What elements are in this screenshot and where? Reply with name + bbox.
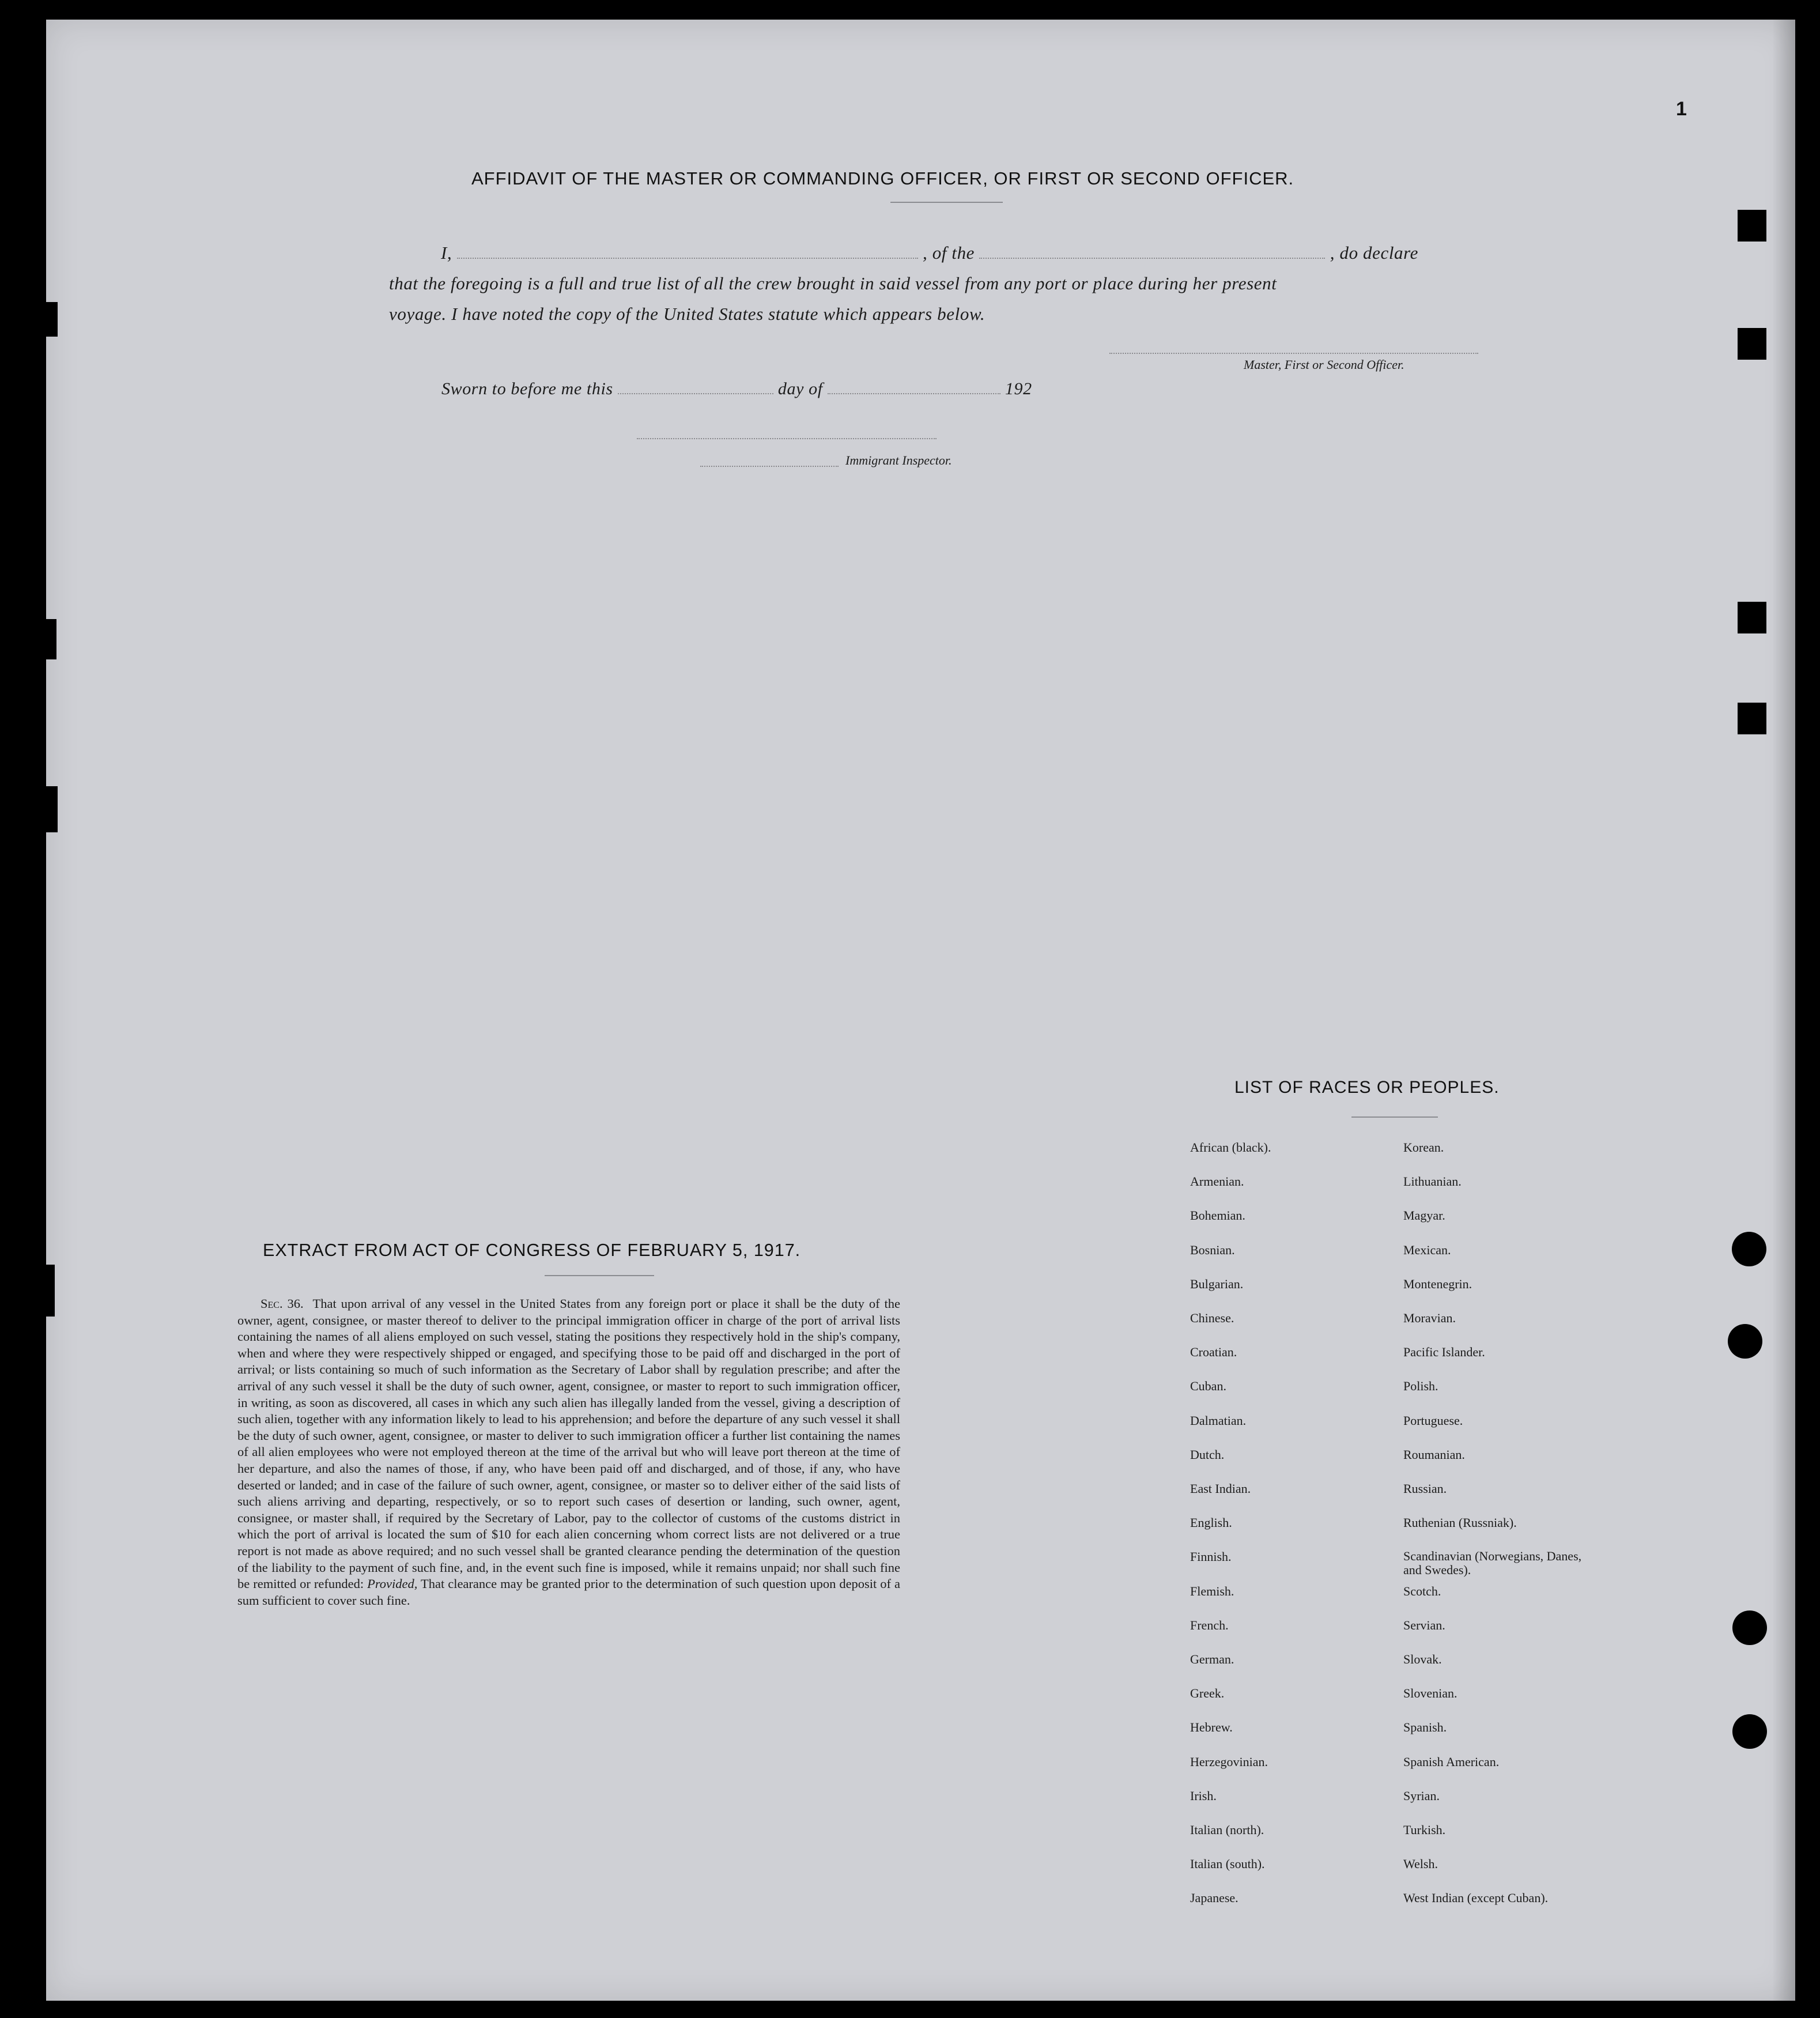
torn-edge xyxy=(40,619,56,659)
race-item: Spanish American. xyxy=(1403,1754,1500,1769)
race-item: Dutch. xyxy=(1190,1447,1225,1462)
sworn-year: 192 xyxy=(1005,379,1032,398)
race-item: Welsh. xyxy=(1403,1857,1438,1872)
race-item: Turkish. xyxy=(1403,1823,1446,1837)
binder-hole xyxy=(1728,1324,1762,1359)
extract-heading: EXTRACT FROM ACT OF CONGRESS OF FEBRUARY 5, 1917. xyxy=(263,1240,801,1260)
race-item: Finnish. xyxy=(1190,1549,1232,1564)
races-heading-rule xyxy=(1351,1116,1438,1118)
torn-edge xyxy=(40,786,58,832)
binder-tab-hole xyxy=(1738,210,1766,242)
race-item: Russian. xyxy=(1403,1481,1447,1496)
inspector-label: Immigrant Inspector. xyxy=(845,453,952,467)
master-signature-line[interactable] xyxy=(1109,353,1478,354)
race-item: East Indian. xyxy=(1190,1481,1251,1496)
race-item: Chinese. xyxy=(1190,1311,1234,1325)
race-item: Italian (south). xyxy=(1190,1857,1265,1872)
race-item: Cuban. xyxy=(1190,1379,1226,1394)
extract-heading-rule xyxy=(545,1275,654,1276)
race-item: Korean. xyxy=(1403,1140,1444,1155)
race-item: West Indian (except Cuban). xyxy=(1403,1891,1549,1906)
race-item: African (black). xyxy=(1190,1140,1271,1155)
race-item: English. xyxy=(1190,1515,1232,1530)
race-item: Moravian. xyxy=(1403,1311,1456,1325)
sworn-day-blank[interactable] xyxy=(618,393,773,394)
race-item: Pacific Islander. xyxy=(1403,1345,1485,1360)
race-item: Scotch. xyxy=(1403,1583,1441,1598)
race-item: Flemish. xyxy=(1190,1583,1234,1598)
declaration-of-the: , of the xyxy=(923,243,975,263)
binder-hole xyxy=(1732,1714,1767,1749)
race-item: Slovenian. xyxy=(1403,1686,1457,1701)
declaration-line-3: voyage. I have noted the copy of the United States statute which appears below. xyxy=(389,304,985,324)
inspector-signature-line[interactable] xyxy=(637,438,937,439)
race-item: Croatian. xyxy=(1190,1345,1237,1360)
section-label: Sec. 36. xyxy=(260,1296,304,1311)
race-item: Roumanian. xyxy=(1403,1447,1465,1462)
affidavit-heading: AFFIDAVIT OF THE MASTER OR COMMANDING OFFICER, OR FIRST OR SECOND OFFICER. xyxy=(471,168,1294,188)
race-item: Lithuanian. xyxy=(1403,1174,1462,1189)
race-item: Bohemian. xyxy=(1190,1208,1245,1223)
race-item: Bosnian. xyxy=(1190,1242,1235,1257)
torn-edge xyxy=(40,302,58,337)
race-item: Ruthenian (Russniak). xyxy=(1403,1515,1517,1530)
race-item: Spanish. xyxy=(1403,1720,1447,1735)
race-item: Herzegovinian. xyxy=(1190,1754,1268,1769)
page-number: 1 xyxy=(1676,98,1687,120)
race-item: Armenian. xyxy=(1190,1174,1244,1189)
master-signature-label: Master, First or Second Officer. xyxy=(1244,357,1404,372)
declaration-line-2: that the foregoing is a full and true list of all the crew brought in said vessel from any port or place during her present xyxy=(389,273,1277,293)
race-item: Italian (north). xyxy=(1190,1823,1264,1837)
vessel-blank[interactable] xyxy=(979,258,1325,259)
declaration-pronoun: I, xyxy=(441,243,452,263)
race-item: Slovak. xyxy=(1403,1652,1442,1666)
affidavit-heading-rule xyxy=(890,202,1003,203)
binder-tab-hole xyxy=(1738,703,1766,734)
race-item: Mexican. xyxy=(1403,1242,1451,1257)
proviso-word: Provided, xyxy=(367,1576,418,1591)
inspector-signature-line-2[interactable] xyxy=(700,466,839,467)
sworn-month-blank[interactable] xyxy=(828,393,1000,394)
race-item: Polish. xyxy=(1403,1379,1438,1394)
race-item: Servian. xyxy=(1403,1617,1445,1632)
binder-hole xyxy=(1732,1232,1766,1266)
sworn-day-of: day of xyxy=(777,379,823,398)
race-item: Greek. xyxy=(1190,1686,1225,1701)
binder-tab-hole xyxy=(1738,602,1766,633)
race-item: French. xyxy=(1190,1617,1229,1632)
sworn-line xyxy=(441,379,1032,399)
race-item: Japanese. xyxy=(1190,1891,1238,1906)
sworn-prefix: Sworn to before me this xyxy=(441,379,613,398)
race-item: Portuguese. xyxy=(1403,1413,1463,1428)
name-blank[interactable] xyxy=(457,258,918,259)
race-item: Bulgarian. xyxy=(1190,1276,1244,1291)
races-heading: LIST OF RACES OR PEOPLES. xyxy=(1234,1078,1500,1097)
torn-edge xyxy=(40,1265,55,1317)
race-item: Magyar. xyxy=(1403,1208,1445,1223)
race-item: Scandinavian (Norwegians, Danes, and Swedes). xyxy=(1403,1549,1582,1578)
declaration-block xyxy=(389,237,1490,329)
section-36-text xyxy=(237,1296,900,1609)
binder-tab-hole xyxy=(1738,328,1766,360)
page-edge-shadow xyxy=(1772,20,1795,2001)
section-body: That upon arrival of any vessel in the United States from any foreign port or place it shall be the duty of the owner, agent, consignee, or master thereof to deliver to the principal immigration officer in charge of the port of arrival lists containing the names of all aliens employed on such vessel, stating the positions they respectively hold in the ship's company, when and where they were respectively shipped or engaged, and specifying those to be paid off and discharged in the port of arrival; or lists containing so much of such information as the Secretary of Labor shall by regulation prescribe; and after the arrival of any such vessel it shall be the duty of such owner, agent, consignee, or master to report to such immigration officer, in writing, as soon as discovered, all cases in which any such alien has illegally landed from the vessel, giving a description of such alien, together with any information likely to lead to his apprehension; and before the departure of any such vessel it shall be the duty of such owner, agent, consignee, or master to deliver to such immigration officer a further list containing the names of all alien employees who were not employed thereon at the time of the arrival but who will leave port thereon at the time of her departure, and also the names of those, if any, who have been paid off and discharged, and of those, if any, who have deserted or landed; and in case of the failure of such owner, agent, consignee, or master so to deliver either of the said lists of such aliens arriving and departing, respectively, or so to report such cases of desertion or landing, such owner, agent, consignee, or master shall, if required by the Secretary of Labor, pay to the collector of customs of the customs district in which the port of arrival is located the sum of $10 for each alien concerning whom correct lists are not delivered or a true report is not made as above required; and no such vessel shall be granted clearance pending the determination of the question of the liability to the payment of such fine, and, in the event such fine is imposed, while it remains unpaid; nor shall such fine be remitted or refunded: xyxy=(237,1296,900,1591)
race-item: Irish. xyxy=(1190,1788,1217,1803)
declaration-do-declare: , do declare xyxy=(1330,243,1419,263)
race-item: Syrian. xyxy=(1403,1788,1440,1803)
binder-hole xyxy=(1732,1610,1767,1645)
race-item: Montenegrin. xyxy=(1403,1276,1472,1291)
section-body-end: That clearance may be granted prior to the determination of such question upon deposit of a sum sufficient to cover such fine. xyxy=(237,1576,901,1608)
race-item: Dalmatian. xyxy=(1190,1413,1247,1428)
race-item: German. xyxy=(1190,1652,1234,1666)
race-item: Hebrew. xyxy=(1190,1720,1233,1735)
